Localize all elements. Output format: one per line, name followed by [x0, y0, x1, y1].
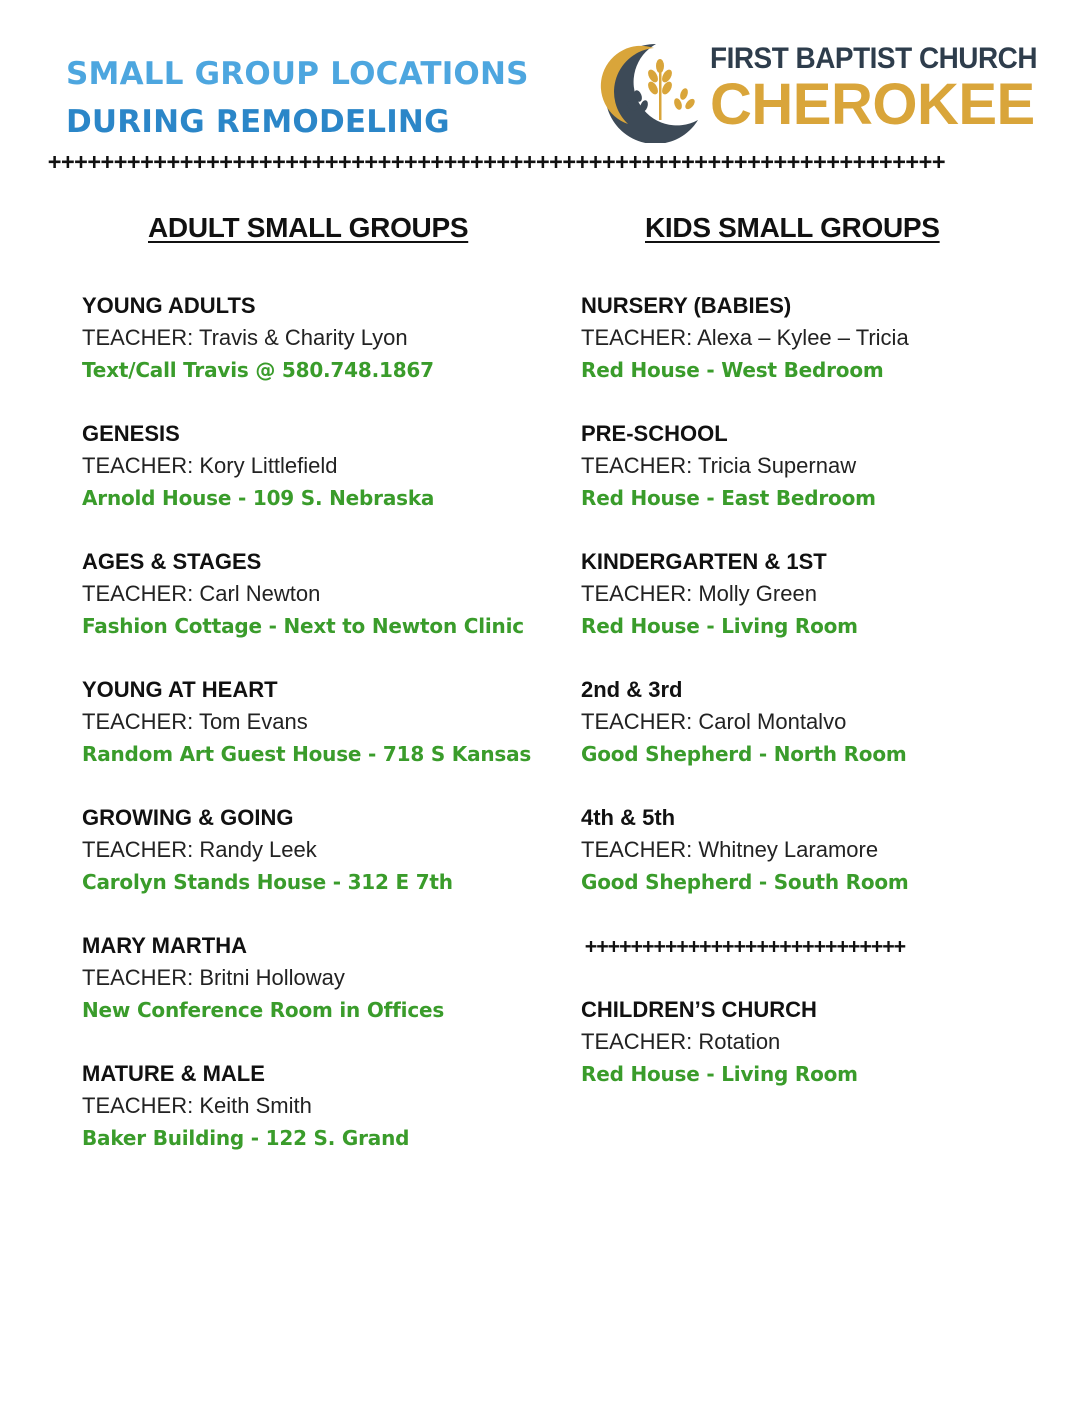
group-entry	[82, 418, 552, 546]
group-location: Red House - West Bedroom	[581, 358, 884, 382]
group-teacher: TEACHER: Tricia Supernaw	[581, 453, 857, 478]
group-name: YOUNG AT HEART	[82, 677, 278, 702]
group-name: MATURE & MALE	[82, 1061, 265, 1086]
group-teacher: TEACHER: Tom Evans	[82, 709, 308, 734]
group-name: NURSERY (BABIES)	[581, 293, 792, 318]
group-location: Arnold House - 109 S. Nebraska	[82, 486, 435, 510]
group-location: Fashion Cottage - Next to Newton Clinic	[82, 614, 524, 638]
group-entry	[82, 290, 552, 418]
group-location: Good Shepherd - South Room	[581, 870, 909, 894]
group-entry	[581, 994, 1051, 1122]
title-line-1: SMALL GROUP LOCATIONS	[66, 56, 529, 92]
adult-column	[82, 212, 552, 1186]
group-entry	[82, 1058, 552, 1186]
group-teacher: TEACHER: Travis & Charity Lyon	[82, 325, 408, 350]
group-teacher: TEACHER: Molly Green	[581, 581, 817, 606]
group-name: PRE-SCHOOL	[581, 421, 728, 446]
page-title	[66, 50, 586, 146]
group-entry	[581, 802, 1051, 930]
group-name: AGES & STAGES	[82, 549, 262, 574]
group-location: Random Art Guest House - 718 S Kansas	[82, 742, 532, 766]
group-teacher: TEACHER: Keith Smith	[82, 1093, 312, 1118]
group-location: New Conference Room in Offices	[82, 998, 445, 1022]
group-name: GENESIS	[82, 421, 180, 446]
group-entry	[82, 546, 552, 674]
logo-text-line-2: CHEROKEE	[710, 72, 1035, 137]
group-name: KINDERGARTEN & 1ST	[581, 549, 827, 574]
group-location: Red House - Living Room	[581, 614, 858, 638]
group-teacher: TEACHER: Kory Littlefield	[82, 453, 338, 478]
group-location: Good Shepherd - North Room	[581, 742, 907, 766]
group-name: 4th & 5th	[581, 805, 676, 830]
group-teacher: TEACHER: Rotation	[581, 1029, 781, 1054]
wheat-crescent-icon	[598, 38, 710, 143]
header-divider: ++++++++++++++++++++++++++++++++++++++++++++++++++++++++++++++++++++	[48, 150, 946, 175]
group-entry	[581, 418, 1051, 546]
group-entry	[581, 546, 1051, 674]
section-divider: ++++++++++++++++++++++++++++	[585, 934, 906, 958]
group-teacher: TEACHER: Britni Holloway	[82, 965, 345, 990]
group-entry	[581, 674, 1051, 802]
group-location: Text/Call Travis @ 580.748.1867	[82, 358, 434, 382]
group-location: Baker Building - 122 S. Grand	[82, 1126, 410, 1150]
church-logo	[598, 38, 1038, 143]
group-name: MARY MARTHA	[82, 933, 247, 958]
group-entry	[581, 290, 1051, 418]
group-name: GROWING & GOING	[82, 805, 294, 830]
title-line-2: DURING REMODELING	[66, 104, 450, 140]
group-teacher: TEACHER: Alexa – Kylee – Tricia	[581, 325, 909, 350]
group-teacher: TEACHER: Randy Leek	[82, 837, 317, 862]
group-name: CHILDREN’S CHURCH	[581, 997, 817, 1022]
group-entry	[82, 802, 552, 930]
group-location: Red House - East Bedroom	[581, 486, 876, 510]
group-location: Carolyn Stands House - 312 E 7th	[82, 870, 453, 894]
kids-column	[581, 212, 1051, 1122]
kids-heading: KIDS SMALL GROUPS	[645, 212, 940, 243]
group-teacher: TEACHER: Whitney Laramore	[581, 837, 879, 862]
adult-heading: ADULT SMALL GROUPS	[148, 212, 469, 243]
group-location: Red House - Living Room	[581, 1062, 858, 1086]
logo-text-line-1: FIRST BAPTIST CHURCH	[710, 42, 1038, 75]
group-name: 2nd & 3rd	[581, 677, 683, 702]
group-teacher: TEACHER: Carl Newton	[82, 581, 321, 606]
group-entry	[82, 674, 552, 802]
group-entry	[82, 930, 552, 1058]
group-teacher: TEACHER: Carol Montalvo	[581, 709, 847, 734]
group-name: YOUNG ADULTS	[82, 293, 256, 318]
